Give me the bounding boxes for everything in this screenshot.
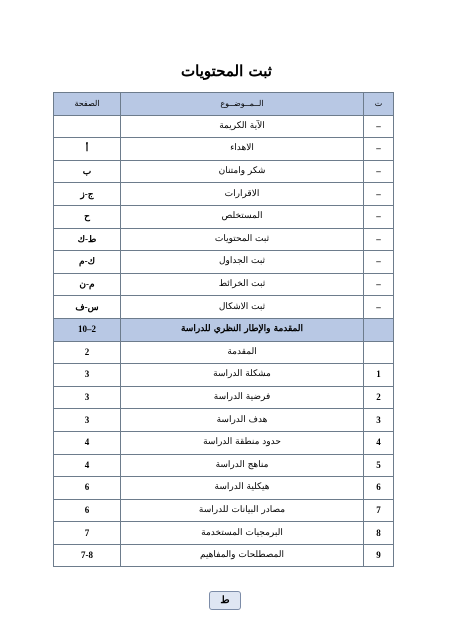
row-number: 9	[364, 544, 394, 567]
table-row	[54, 499, 394, 522]
row-subject: الاهداء	[121, 138, 364, 161]
row-number: –	[364, 273, 394, 296]
row-page: 4	[54, 454, 121, 477]
table-header-row	[54, 93, 394, 116]
row-subject: ثبت الخرائط	[121, 273, 364, 296]
table-row	[54, 477, 394, 500]
row-subject: ثبت الاشكال	[121, 296, 364, 319]
row-page: 6	[54, 477, 121, 500]
table-row	[54, 160, 394, 183]
row-number: –	[364, 183, 394, 206]
row-number: –	[364, 160, 394, 183]
table-row	[54, 341, 394, 364]
row-number: 3	[364, 409, 394, 432]
row-subject: الآية الكريمة	[121, 115, 364, 138]
header-page: الصفحة	[54, 93, 121, 116]
table-row	[54, 522, 394, 545]
row-page: 7-8	[54, 544, 121, 567]
table-row	[54, 251, 394, 274]
contents-table	[53, 92, 394, 567]
row-number: –	[364, 138, 394, 161]
row-page: ح	[54, 205, 121, 228]
row-subject: فرضية الدراسة	[121, 386, 364, 409]
row-subject: المقدمة والإطار النظري للدراسة	[121, 318, 364, 341]
table-row	[54, 431, 394, 454]
row-number: –	[364, 228, 394, 251]
row-number: 4	[364, 431, 394, 454]
row-page: 7	[54, 522, 121, 545]
row-number: 6	[364, 477, 394, 500]
header-number: ت	[364, 93, 394, 116]
header-subject: الــمــوضــوع	[121, 93, 364, 116]
table-row	[54, 138, 394, 161]
table-row	[54, 115, 394, 138]
row-subject: حدود منطقة الدراسة	[121, 431, 364, 454]
row-number: 8	[364, 522, 394, 545]
row-number: –	[364, 251, 394, 274]
table-row	[54, 205, 394, 228]
row-number: 5	[364, 454, 394, 477]
row-subject: مصادر البيانات للدراسة	[121, 499, 364, 522]
row-number: 2	[364, 386, 394, 409]
row-subject: ثبت الجداول	[121, 251, 364, 274]
row-page	[54, 115, 121, 138]
row-page: م-ن	[54, 273, 121, 296]
table-row	[54, 273, 394, 296]
table-row	[54, 454, 394, 477]
row-number: –	[364, 205, 394, 228]
row-page: 6	[54, 499, 121, 522]
table-row	[54, 544, 394, 567]
row-subject: المستخلص	[121, 205, 364, 228]
table-row	[54, 183, 394, 206]
table-row	[54, 228, 394, 251]
row-subject: الاقرارات	[121, 183, 364, 206]
row-number: 7	[364, 499, 394, 522]
row-subject: المقدمة	[121, 341, 364, 364]
row-number	[364, 341, 394, 364]
page-title: ثبت المحتويات	[181, 62, 272, 80]
row-page: 2	[54, 341, 121, 364]
row-subject: ثبت المحتويات	[121, 228, 364, 251]
row-page: 3	[54, 386, 121, 409]
row-number: 1	[364, 364, 394, 387]
row-page: 3	[54, 364, 121, 387]
row-page: ك-م	[54, 251, 121, 274]
table-row	[54, 364, 394, 387]
row-subject: شكر وامتنان	[121, 160, 364, 183]
row-subject: هدف الدراسة	[121, 409, 364, 432]
row-page: 3	[54, 409, 121, 432]
section-row	[54, 318, 394, 341]
row-page: ب	[54, 160, 121, 183]
row-page: أ	[54, 138, 121, 161]
row-page: ط-ك	[54, 228, 121, 251]
row-page: 4	[54, 431, 121, 454]
row-page: ج-ز	[54, 183, 121, 206]
table-row	[54, 386, 394, 409]
table-row	[54, 409, 394, 432]
page-number-badge: ط	[209, 591, 241, 610]
row-number: –	[364, 296, 394, 319]
row-number	[364, 318, 394, 341]
row-subject: مناهج الدراسة	[121, 454, 364, 477]
row-subject: البرمجيات المستخدمة	[121, 522, 364, 545]
row-subject: هيكلية الدراسة	[121, 477, 364, 500]
table-row	[54, 296, 394, 319]
row-subject: المصطلحات والمفاهيم	[121, 544, 364, 567]
row-subject: مشكلة الدراسة	[121, 364, 364, 387]
row-page: س-ف	[54, 296, 121, 319]
row-page: 2–10	[54, 318, 121, 341]
row-number: –	[364, 115, 394, 138]
